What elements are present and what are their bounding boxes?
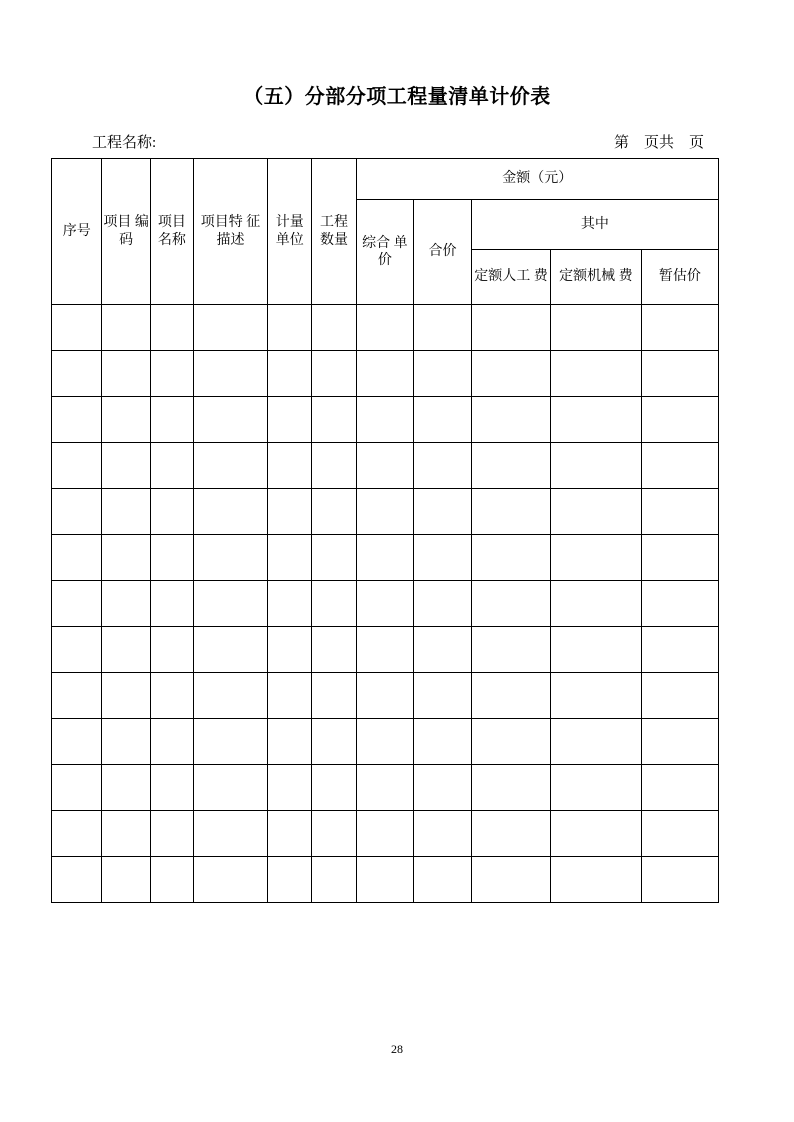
table-row [52, 535, 719, 581]
cell-item-name[interactable] [150, 581, 193, 627]
cell-machine-cost[interactable] [551, 535, 642, 581]
cell-unit[interactable] [268, 443, 312, 489]
cell-item-code[interactable] [102, 305, 150, 351]
cell-labor-cost[interactable] [471, 627, 550, 673]
cell-estimated-price[interactable] [641, 535, 718, 581]
table-row [52, 673, 719, 719]
cell-labor-cost[interactable] [471, 397, 550, 443]
cell-labor-cost[interactable] [471, 443, 550, 489]
column-header-estimated-price: 暂估价 [641, 250, 718, 305]
cell-seq[interactable] [52, 627, 102, 673]
cell-estimated-price[interactable] [641, 397, 718, 443]
cell-item-code[interactable] [102, 765, 150, 811]
table-row [52, 719, 719, 765]
cell-machine-cost[interactable] [551, 581, 642, 627]
cell-quantity[interactable] [312, 719, 356, 765]
cell-labor-cost[interactable] [471, 857, 550, 903]
cell-total-price[interactable] [414, 765, 472, 811]
cell-item-name[interactable] [150, 857, 193, 903]
cell-unit[interactable] [268, 857, 312, 903]
cell-machine-cost[interactable] [551, 305, 642, 351]
cell-labor-cost[interactable] [471, 673, 550, 719]
cell-machine-cost[interactable] [551, 627, 642, 673]
cell-machine-cost[interactable] [551, 811, 642, 857]
cell-quantity[interactable] [312, 627, 356, 673]
page-title: （五）分部分项工程量清单计价表 [243, 86, 551, 108]
table-row [52, 489, 719, 535]
table-row [52, 443, 719, 489]
cell-item-name[interactable] [150, 305, 193, 351]
page-counter-label: 第 页共 页 [613, 135, 704, 151]
cell-item-code[interactable] [102, 535, 150, 581]
column-header-unit: 计量 单位 [268, 159, 312, 305]
cell-item-feature[interactable] [194, 627, 268, 673]
table-row [52, 811, 719, 857]
cell-unit-price[interactable] [356, 627, 414, 673]
cell-total-price[interactable] [414, 857, 472, 903]
cell-estimated-price[interactable] [641, 443, 718, 489]
cell-estimated-price[interactable] [641, 765, 718, 811]
cell-item-code[interactable] [102, 719, 150, 765]
table-row [52, 351, 719, 397]
cell-item-name[interactable] [150, 627, 193, 673]
cell-item-name[interactable] [150, 443, 193, 489]
cell-total-price[interactable] [414, 489, 472, 535]
cell-item-code[interactable] [102, 443, 150, 489]
cell-seq[interactable] [52, 305, 102, 351]
cell-seq[interactable] [52, 581, 102, 627]
cell-item-code[interactable] [102, 857, 150, 903]
cell-unit-price[interactable] [356, 581, 414, 627]
column-header-machine-cost: 定额机械 费 [551, 250, 642, 305]
cell-item-code[interactable] [102, 397, 150, 443]
cell-item-feature[interactable] [194, 489, 268, 535]
cell-quantity[interactable] [312, 581, 356, 627]
project-name-label: 工程名称: [92, 135, 157, 151]
table-row [52, 581, 719, 627]
column-header-item-name: 项目 名称 [150, 159, 193, 305]
cell-total-price[interactable] [414, 397, 472, 443]
cell-total-price[interactable] [414, 627, 472, 673]
cell-labor-cost[interactable] [471, 719, 550, 765]
bill-of-quantities-table [51, 158, 719, 903]
cell-labor-cost[interactable] [471, 581, 550, 627]
cell-quantity[interactable] [312, 305, 356, 351]
cell-estimated-price[interactable] [641, 305, 718, 351]
cell-quantity[interactable] [312, 443, 356, 489]
cell-item-feature[interactable] [194, 857, 268, 903]
cell-total-price[interactable] [414, 443, 472, 489]
column-header-labor-cost: 定额人工 费 [471, 250, 550, 305]
cell-quantity[interactable] [312, 765, 356, 811]
cell-machine-cost[interactable] [551, 351, 642, 397]
column-header-item-feature: 项目特 征描述 [194, 159, 268, 305]
column-header-quantity: 工程 数量 [312, 159, 356, 305]
cell-quantity[interactable] [312, 351, 356, 397]
cell-total-price[interactable] [414, 581, 472, 627]
cell-machine-cost[interactable] [551, 719, 642, 765]
form-header-line [92, 131, 712, 152]
cell-estimated-price[interactable] [641, 719, 718, 765]
cell-labor-cost[interactable] [471, 535, 550, 581]
cell-seq[interactable] [52, 443, 102, 489]
cell-unit-price[interactable] [356, 489, 414, 535]
cell-unit[interactable] [268, 811, 312, 857]
header-row-1 [52, 159, 719, 200]
cell-machine-cost[interactable] [551, 397, 642, 443]
cell-seq[interactable] [52, 811, 102, 857]
cell-unit-price[interactable] [356, 535, 414, 581]
cell-item-name[interactable] [150, 489, 193, 535]
cell-quantity[interactable] [312, 811, 356, 857]
cell-quantity[interactable] [312, 489, 356, 535]
cell-unit[interactable] [268, 489, 312, 535]
column-header-total-price: 合价 [414, 200, 472, 305]
cell-item-feature[interactable] [194, 443, 268, 489]
cell-seq[interactable] [52, 857, 102, 903]
cell-unit[interactable] [268, 535, 312, 581]
cell-item-feature[interactable] [194, 535, 268, 581]
cell-labor-cost[interactable] [471, 305, 550, 351]
cell-item-feature[interactable] [194, 765, 268, 811]
cell-seq[interactable] [52, 489, 102, 535]
cell-item-name[interactable] [150, 351, 193, 397]
cell-total-price[interactable] [414, 811, 472, 857]
cell-estimated-price[interactable] [641, 673, 718, 719]
cell-total-price[interactable] [414, 673, 472, 719]
cell-total-price[interactable] [414, 351, 472, 397]
cell-seq[interactable] [52, 535, 102, 581]
cell-machine-cost[interactable] [551, 857, 642, 903]
column-header-item-code: 项目 编码 [102, 159, 150, 305]
table-body [52, 305, 719, 903]
cell-quantity[interactable] [312, 857, 356, 903]
cell-estimated-price[interactable] [641, 581, 718, 627]
cell-item-code[interactable] [102, 351, 150, 397]
cell-item-name[interactable] [150, 765, 193, 811]
table-row [52, 857, 719, 903]
cell-seq[interactable] [52, 351, 102, 397]
cell-unit-price[interactable] [356, 857, 414, 903]
cell-machine-cost[interactable] [551, 489, 642, 535]
cell-unit-price[interactable] [356, 397, 414, 443]
cell-seq[interactable] [52, 673, 102, 719]
table-row [52, 397, 719, 443]
cell-unit[interactable] [268, 351, 312, 397]
column-header-seq: 序号 [52, 159, 102, 305]
cell-item-name[interactable] [150, 535, 193, 581]
cell-seq[interactable] [52, 765, 102, 811]
cell-item-feature[interactable] [194, 305, 268, 351]
cell-estimated-price[interactable] [641, 811, 718, 857]
cell-machine-cost[interactable] [551, 673, 642, 719]
cell-seq[interactable] [52, 719, 102, 765]
cell-item-feature[interactable] [194, 673, 268, 719]
page-number: 28 [391, 1042, 403, 1056]
cell-unit[interactable] [268, 765, 312, 811]
cell-labor-cost[interactable] [471, 811, 550, 857]
cell-unit[interactable] [268, 673, 312, 719]
cell-unit-price[interactable] [356, 351, 414, 397]
cell-item-feature[interactable] [194, 811, 268, 857]
cell-unit[interactable] [268, 305, 312, 351]
cell-seq[interactable] [52, 397, 102, 443]
cell-estimated-price[interactable] [641, 489, 718, 535]
cell-labor-cost[interactable] [471, 351, 550, 397]
table-head [52, 159, 719, 305]
cell-item-code[interactable] [102, 489, 150, 535]
cell-unit-price[interactable] [356, 765, 414, 811]
cell-item-name[interactable] [150, 673, 193, 719]
cell-labor-cost[interactable] [471, 489, 550, 535]
cell-estimated-price[interactable] [641, 857, 718, 903]
column-header-unit-price: 综合 单价 [356, 200, 414, 305]
cell-item-feature[interactable] [194, 719, 268, 765]
cell-item-name[interactable] [150, 719, 193, 765]
table-row [52, 765, 719, 811]
column-header-amount-group: 金额（元） [356, 159, 718, 200]
cell-unit[interactable] [268, 581, 312, 627]
cell-item-code[interactable] [102, 673, 150, 719]
table-row [52, 627, 719, 673]
cell-total-price[interactable] [414, 535, 472, 581]
cell-unit-price[interactable] [356, 305, 414, 351]
cell-quantity[interactable] [312, 535, 356, 581]
cell-item-feature[interactable] [194, 351, 268, 397]
cell-unit-price[interactable] [356, 811, 414, 857]
cell-unit[interactable] [268, 397, 312, 443]
cell-item-code[interactable] [102, 627, 150, 673]
cell-total-price[interactable] [414, 305, 472, 351]
cell-estimated-price[interactable] [641, 627, 718, 673]
cell-quantity[interactable] [312, 397, 356, 443]
cell-unit[interactable] [268, 719, 312, 765]
cell-total-price[interactable] [414, 719, 472, 765]
cell-unit-price[interactable] [356, 673, 414, 719]
cell-unit-price[interactable] [356, 443, 414, 489]
cell-item-name[interactable] [150, 811, 193, 857]
cell-machine-cost[interactable] [551, 765, 642, 811]
cell-item-code[interactable] [102, 581, 150, 627]
cell-quantity[interactable] [312, 673, 356, 719]
cell-unit-price[interactable] [356, 719, 414, 765]
cell-estimated-price[interactable] [641, 351, 718, 397]
cell-item-name[interactable] [150, 397, 193, 443]
cell-item-code[interactable] [102, 811, 150, 857]
cell-item-feature[interactable] [194, 397, 268, 443]
cell-machine-cost[interactable] [551, 443, 642, 489]
table-row [52, 305, 719, 351]
cell-item-feature[interactable] [194, 581, 268, 627]
column-header-among-which: 其中 [471, 200, 718, 250]
cell-unit[interactable] [268, 627, 312, 673]
cell-labor-cost[interactable] [471, 765, 550, 811]
